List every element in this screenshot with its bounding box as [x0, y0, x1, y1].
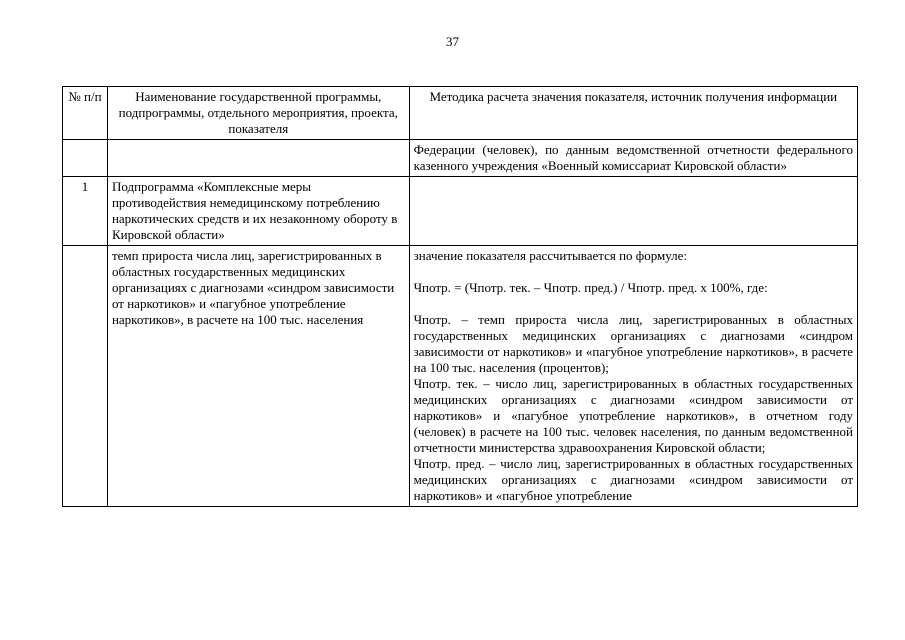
row-name: Подпрограмма «Комплексные меры противодействия немедицинскому потреблению наркотических средств и их незаконному обороту в Кировской области»: [107, 177, 409, 246]
header-method: Методика расчета значения показателя, источник получения информации: [409, 87, 857, 140]
method-definition-1: Чпотр. – темп прироста числа лиц, зарегистрированных в областных государственных медицинских организациях с диагнозами «синдром зависимости от наркотиков» и «пагубное употребление наркотиков», в расчете на 100 тыс. населения (процентов);: [413, 312, 853, 375]
row-num: [63, 140, 108, 177]
row-num: [63, 246, 108, 507]
row-method: [409, 140, 857, 177]
row-method: [409, 246, 857, 507]
method-formula: Чпотр. = (Чпотр. тек. – Чпотр. пред.) / Чпотр. пред. x 100%, где:: [413, 280, 768, 295]
table-header-row: [63, 87, 858, 140]
header-num: № п/п: [63, 87, 108, 140]
row-method: [409, 177, 857, 246]
table-row: [63, 140, 858, 177]
method-text: Федерации (человек), по данным ведомственной отчетности федерального казенного учреждения «Военный комиссариат Кировской области»: [413, 142, 853, 173]
row-num: 1: [63, 177, 108, 246]
row-name: темп прироста числа лиц, зарегистрированных в областных государственных медицинских организациях с диагнозами «синдром зависимости от наркотиков» и «пагубное употребление наркотиков», в расчете на 100 тыс. населения: [107, 246, 409, 507]
row-name: [107, 140, 409, 177]
method-definition-3: Чпотр. пред. – число лиц, зарегистрированных в областных государственных медицинских организациях с диагнозами «синдром зависимости от наркотиков» и «пагубное употребление: [413, 456, 853, 503]
header-name: Наименование государственной программы, подпрограммы, отдельного мероприятия, проекта, показателя: [107, 87, 409, 140]
page-number: 37: [446, 34, 459, 49]
method-definition-2: Чпотр. тек. – число лиц, зарегистрированных в областных государственных медицинских организациях с диагнозами «синдром зависимости от наркотиков» и «пагубное употребление наркотиков», в отчетном году (человек) в расчете на 100 тыс. человек населения, по данным ведомственной отчетности министерства здравоохранения Кировской области;: [413, 376, 853, 455]
indicator-table: [62, 86, 858, 507]
table-row: [63, 246, 858, 507]
table-row: [63, 177, 858, 246]
method-intro: значение показателя рассчитывается по формуле:: [413, 248, 688, 263]
